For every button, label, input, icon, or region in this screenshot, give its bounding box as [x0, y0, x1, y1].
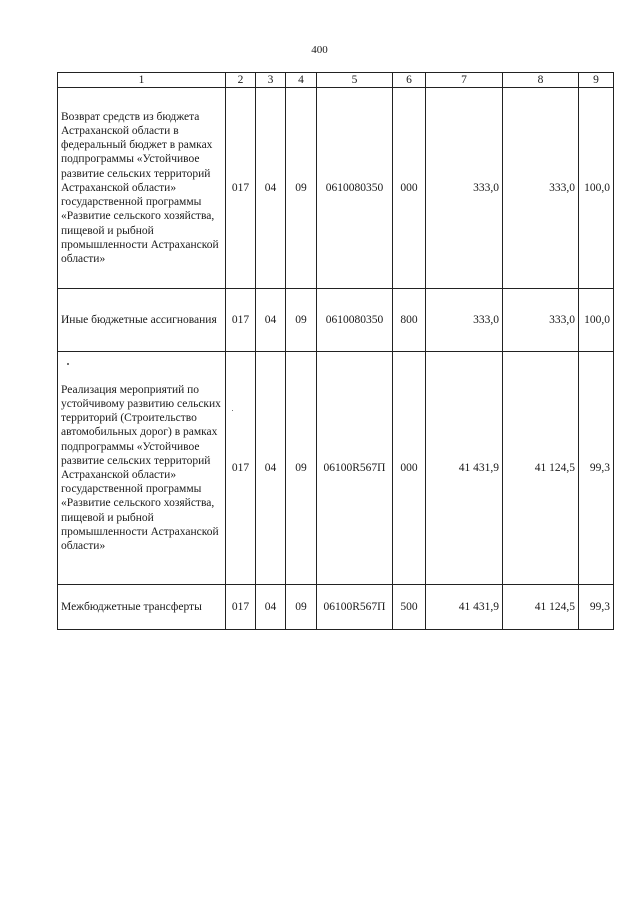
cell-execution-percent: 99,3: [579, 352, 614, 585]
cell-executed-amount: 333,0: [503, 88, 579, 289]
col-header-9: 9: [579, 73, 614, 88]
col-header-1: 1: [58, 73, 226, 88]
scan-speck: [232, 410, 233, 411]
cell-execution-percent: 100,0: [579, 88, 614, 289]
cell-expense-type: 000: [393, 352, 426, 585]
col-header-7: 7: [426, 73, 503, 88]
page-number: 400: [311, 44, 328, 56]
cell-admin-code: 017: [226, 585, 256, 630]
cell-admin-code: 017: [226, 352, 256, 585]
cell-section: 04: [256, 585, 286, 630]
cell-expense-type: 500: [393, 585, 426, 630]
cell-section: 04: [256, 289, 286, 352]
cell-target-article: 0610080350: [317, 289, 393, 352]
cell-expense-type: 800: [393, 289, 426, 352]
cell-executed-amount: 333,0: [503, 289, 579, 352]
cell-planned-amount: 41 431,9: [426, 352, 503, 585]
col-header-5: 5: [317, 73, 393, 88]
cell-executed-amount: 41 124,5: [503, 585, 579, 630]
cell-subsection: 09: [286, 88, 317, 289]
table-row: [58, 585, 614, 630]
header-row: [58, 73, 614, 88]
table-row: [58, 289, 614, 352]
cell-planned-amount: 333,0: [426, 289, 503, 352]
cell-admin-code: 017: [226, 88, 256, 289]
cell-admin-code: 017: [226, 289, 256, 352]
cell-subsection: 09: [286, 289, 317, 352]
row-description: Иные бюджетные ассигнования: [58, 289, 226, 352]
cell-executed-amount: 41 124,5: [503, 352, 579, 585]
col-header-6: 6: [393, 73, 426, 88]
cell-section: 04: [256, 352, 286, 585]
cell-expense-type: 000: [393, 88, 426, 289]
col-header-2: 2: [226, 73, 256, 88]
col-header-3: 3: [256, 73, 286, 88]
table-row: [58, 352, 614, 585]
cell-execution-percent: 99,3: [579, 585, 614, 630]
scan-speck: [67, 363, 69, 365]
row-description: Возврат средств из бюджета Астраханской области в федеральный бюджет в рамках подпрограммы «Устойчивое развитие сельских территорий Астраханской области» государственной программы «Развитие сельского хозяйства, пищевой и рыбной промышленности Астраханской области»: [58, 88, 226, 289]
cell-subsection: 09: [286, 585, 317, 630]
cell-planned-amount: 333,0: [426, 88, 503, 289]
table-row: [58, 88, 614, 289]
budget-table: [57, 72, 614, 630]
cell-subsection: 09: [286, 352, 317, 585]
cell-planned-amount: 41 431,9: [426, 585, 503, 630]
cell-execution-percent: 100,0: [579, 289, 614, 352]
cell-target-article: 06100R567П: [317, 352, 393, 585]
col-header-4: 4: [286, 73, 317, 88]
col-header-8: 8: [503, 73, 579, 88]
row-description: Реализация мероприятий по устойчивому развитию сельских территорий (Строительство автомобильных дорог) в рамках подпрограммы «Устойчивое развитие сельских территорий Астраханской области» государственной программы «Развитие сельского хозяйства, пищевой и рыбной промышленности Астраханской области»: [58, 352, 226, 585]
cell-section: 04: [256, 88, 286, 289]
cell-target-article: 06100R567П: [317, 585, 393, 630]
row-description: Межбюджетные трансферты: [58, 585, 226, 630]
cell-target-article: 0610080350: [317, 88, 393, 289]
